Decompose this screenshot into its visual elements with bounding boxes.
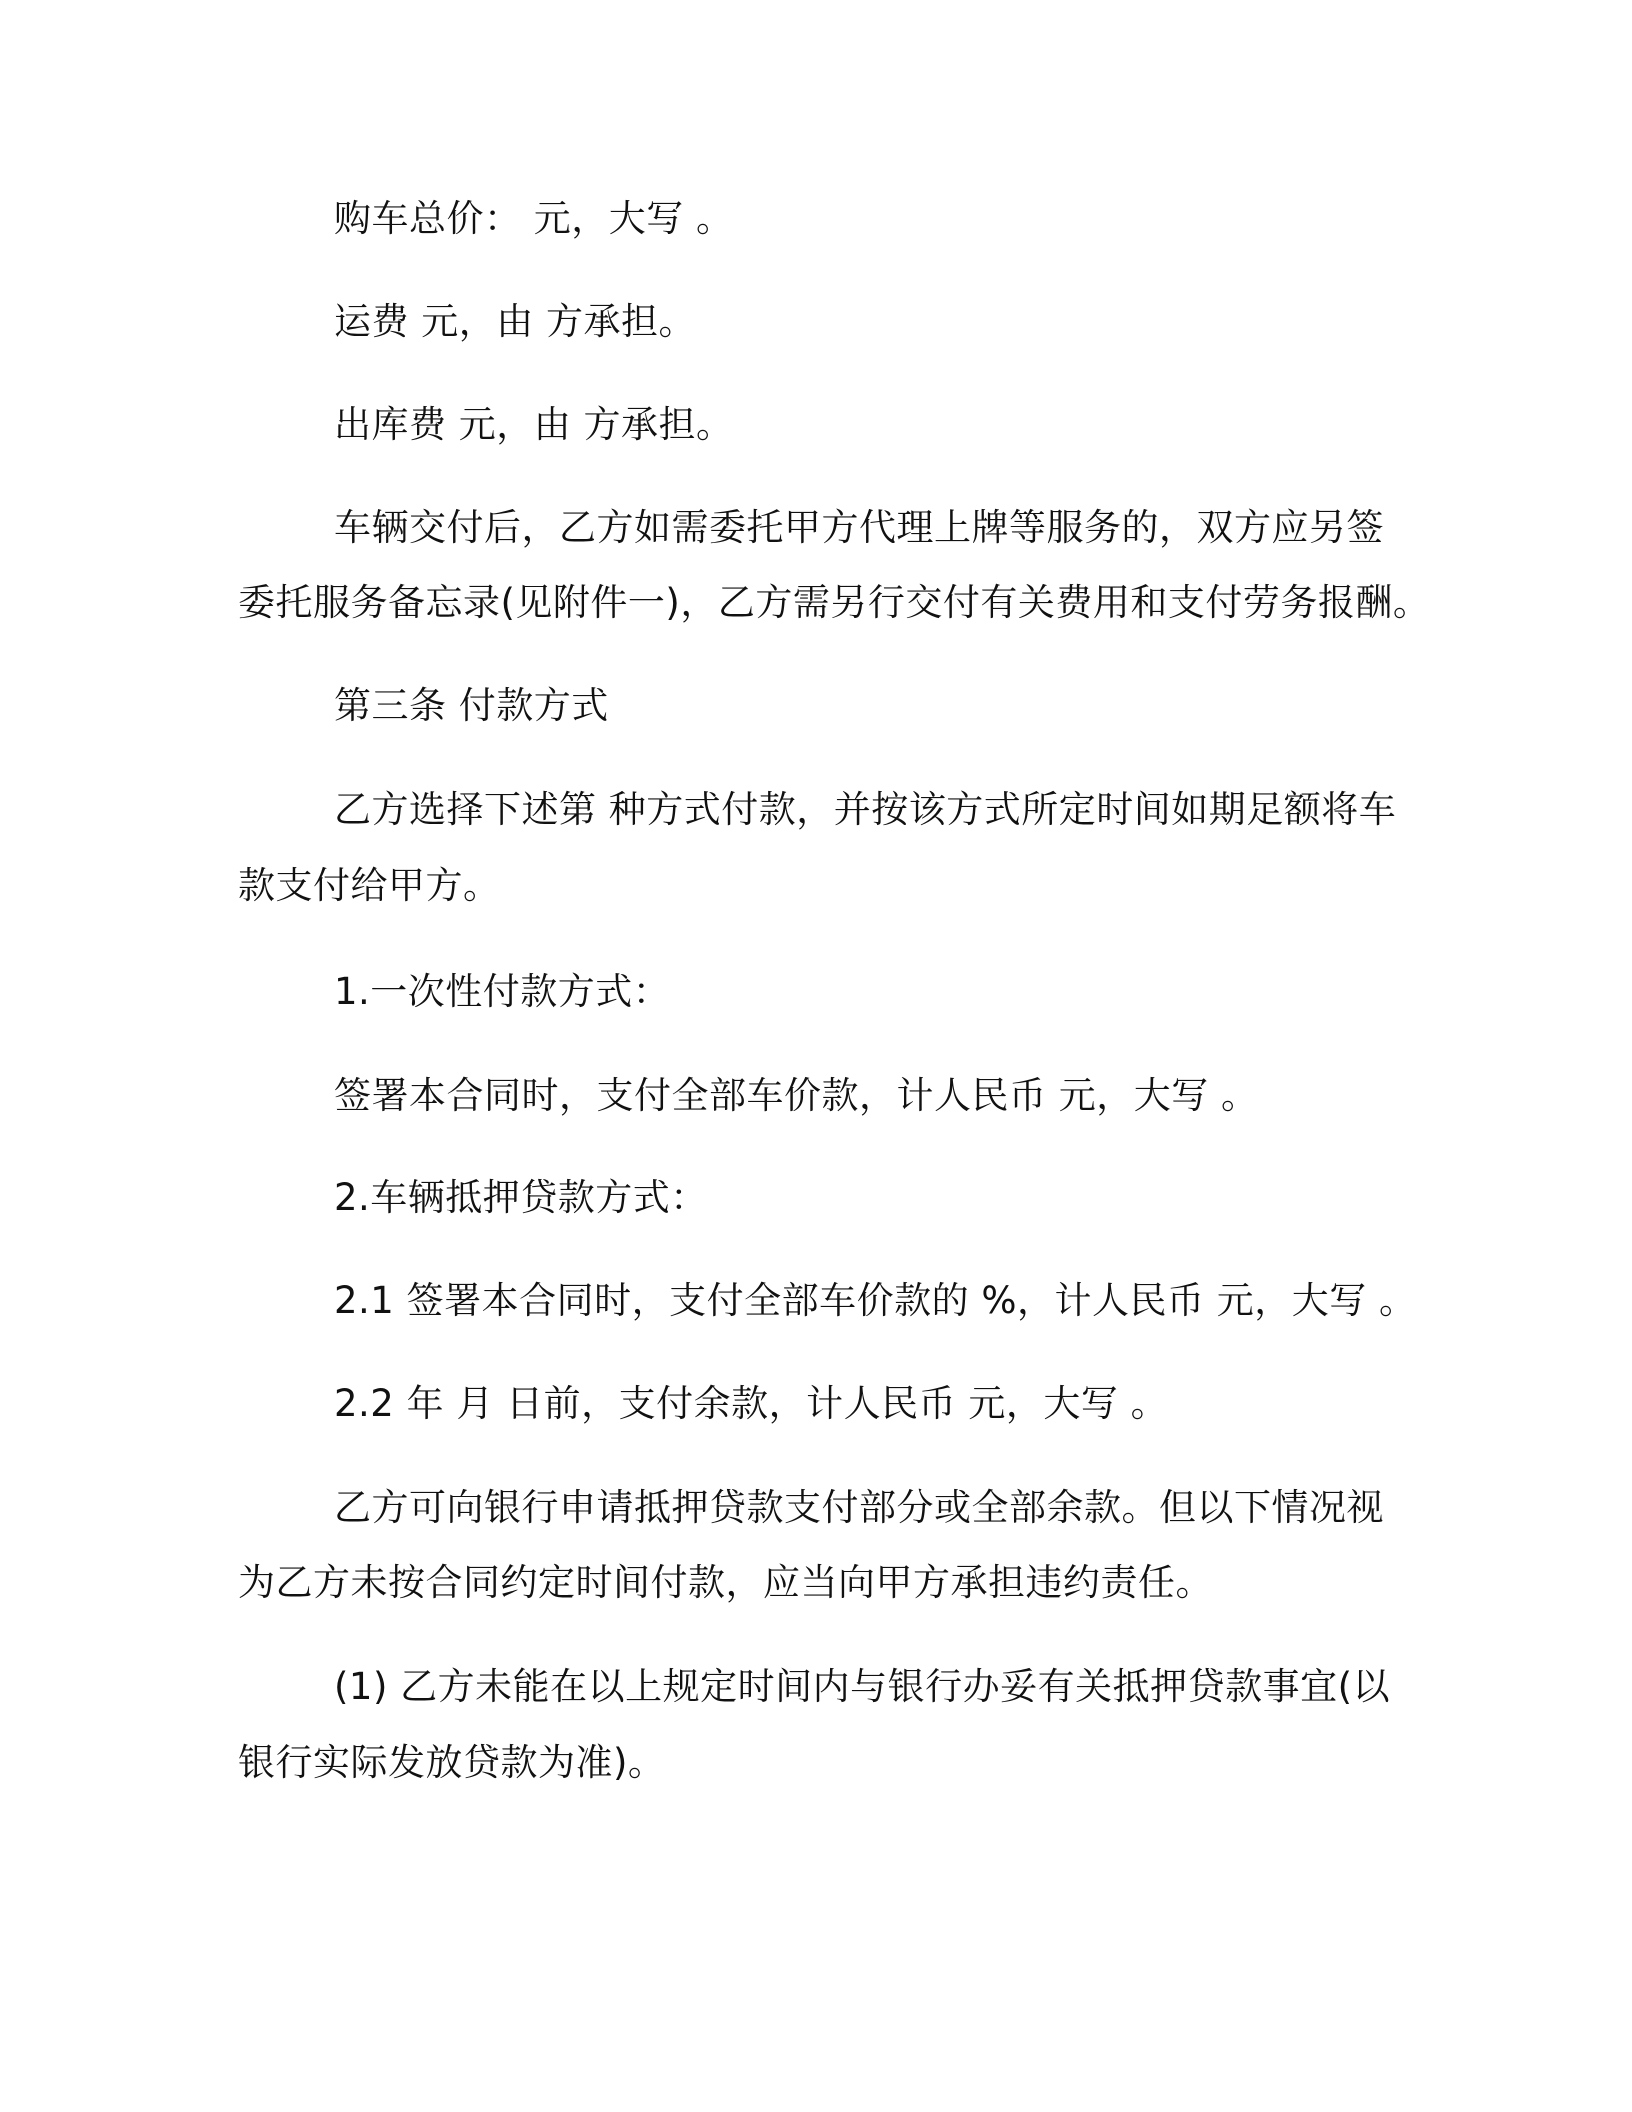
paragraph-payment-choice-line-2: 款支付给甲方。: [238, 864, 501, 907]
paragraph-bank-loan-line-1: 乙方可向银行申请抵押贷款支付部分或全部余款。但以下情况视: [334, 1486, 1384, 1529]
paragraph-payment-choice-line-1: 乙方选择下述第 种方式付款，并按该方式所定时间如期足额将车: [334, 788, 1397, 831]
item-lump-sum-heading: 1.一次性付款方式：: [334, 970, 671, 1013]
clause-1-line-2: 银行实际发放贷款为准)。: [238, 1741, 666, 1784]
paragraph-bank-loan-line-2: 为乙方未按合同约定时间付款，应当向甲方承担违约责任。: [238, 1561, 1213, 1604]
paragraph-delivery-line-1: 车辆交付后，乙方如需委托甲方代理上牌等服务的，双方应另签: [334, 506, 1384, 549]
item-lump-sum-detail: 签署本合同时，支付全部车价款，计人民币 元，大写 。: [334, 1074, 1259, 1117]
item-mortgage-2-2: 2.2 年 月 日前，支付余款，计人民币 元，大写 。: [334, 1382, 1169, 1425]
paragraph-total-price: 购车总价： 元，大写 。: [334, 197, 734, 240]
clause-1-line-1: (1) 乙方未能在以上规定时间内与银行办妥有关抵押贷款事宜(以: [334, 1665, 1391, 1708]
section-heading-payment: 第三条 付款方式: [334, 684, 609, 727]
item-mortgage-heading: 2.车辆抵押贷款方式：: [334, 1176, 708, 1219]
paragraph-outbound-fee: 出库费 元，由 方承担。: [334, 403, 734, 446]
paragraph-freight: 运费 元，由 方承担。: [334, 300, 697, 343]
item-mortgage-2-1: 2.1 签署本合同时，支付全部车价款的 %，计人民币 元，大写 。: [334, 1279, 1417, 1322]
paragraph-delivery-line-2: 委托服务备忘录(见附件一)，乙方需另行交付有关费用和支付劳务报酬。: [238, 581, 1431, 624]
